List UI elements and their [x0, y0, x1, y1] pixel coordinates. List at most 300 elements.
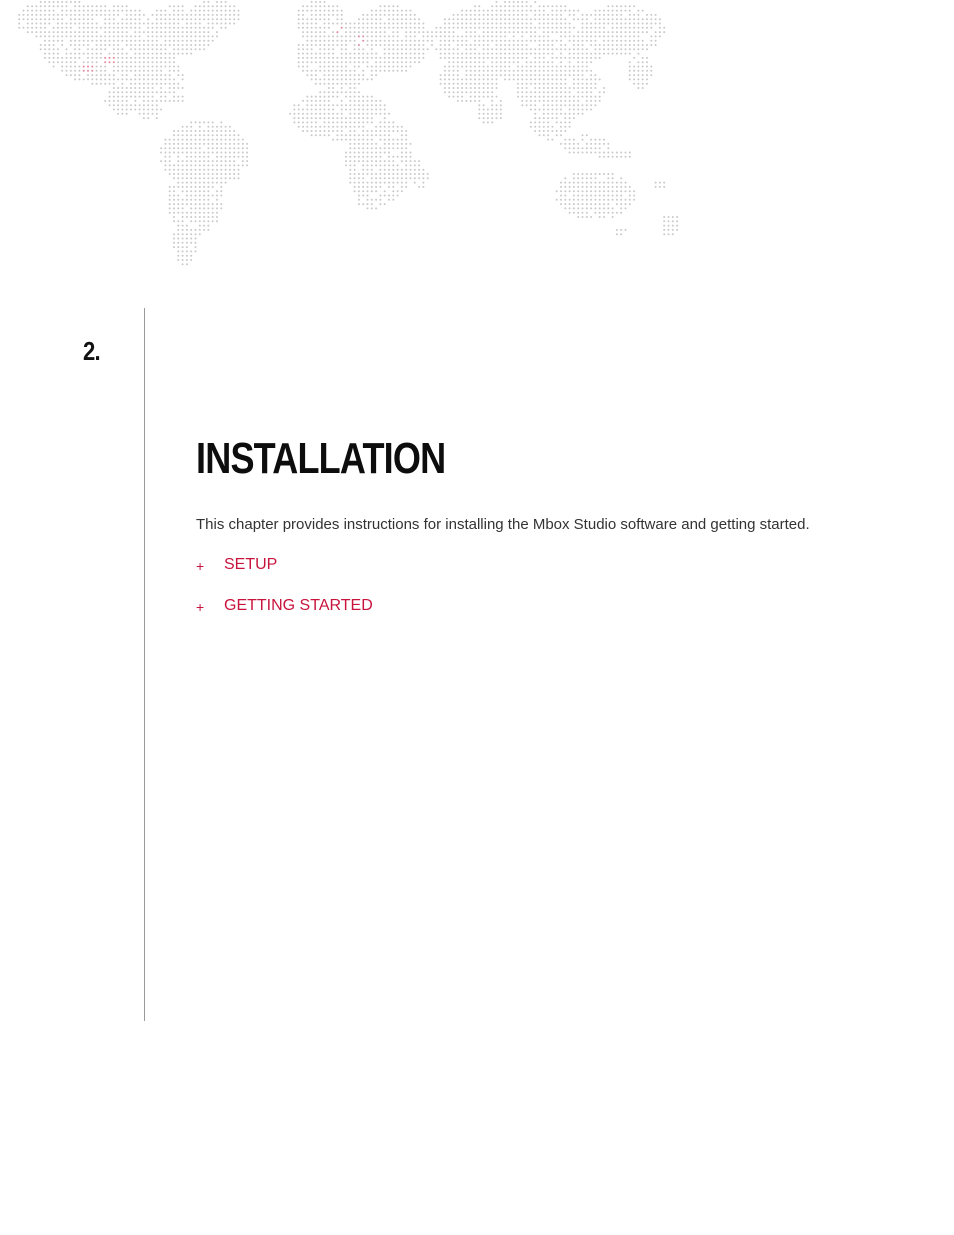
map-dot — [422, 57, 424, 59]
map-dot — [629, 61, 631, 63]
map-dot — [504, 1, 506, 3]
map-dot — [48, 57, 50, 59]
map-dot — [582, 207, 584, 209]
map-dot — [53, 57, 55, 59]
map-dot — [582, 177, 584, 179]
map-dot — [371, 134, 373, 136]
map-dot — [547, 53, 549, 55]
map-dot — [496, 27, 498, 29]
map-dot — [539, 35, 541, 37]
map-dot — [362, 104, 364, 106]
map-dot — [229, 143, 231, 145]
map-dot — [362, 113, 364, 115]
map-dot — [306, 130, 308, 132]
map-dot — [70, 31, 72, 33]
map-dot — [530, 61, 532, 63]
map-dot — [173, 143, 175, 145]
section-link-setup[interactable]: SETUP — [224, 556, 278, 573]
map-dot — [203, 143, 205, 145]
map-dot — [298, 44, 300, 46]
map-dot — [564, 5, 566, 7]
map-dot — [345, 134, 347, 136]
map-dot — [474, 70, 476, 72]
map-dot — [182, 238, 184, 240]
map-dot — [199, 121, 201, 123]
map-dot — [216, 1, 218, 3]
map-dot — [91, 14, 93, 16]
map-dot — [586, 61, 588, 63]
map-dot — [384, 177, 386, 179]
map-dot — [573, 143, 575, 145]
map-dot — [547, 139, 549, 141]
map-dot — [31, 23, 33, 25]
map-dot — [599, 195, 601, 197]
map-dot — [367, 121, 369, 123]
map-dot — [388, 5, 390, 7]
map-dot — [139, 57, 141, 59]
map-dot — [117, 27, 119, 29]
map-dot — [470, 91, 472, 93]
map-dot — [582, 139, 584, 141]
map-dot — [117, 66, 119, 68]
map-dot — [212, 207, 214, 209]
map-dot — [517, 70, 519, 72]
map-dot — [190, 182, 192, 184]
map-dot — [607, 53, 609, 55]
map-dot — [646, 31, 648, 33]
map-dot — [401, 190, 403, 192]
map-dot — [61, 23, 63, 25]
map-dot — [573, 207, 575, 209]
map-dot — [526, 53, 528, 55]
map-dot — [539, 66, 541, 68]
map-dot — [530, 40, 532, 42]
map-dot — [457, 61, 459, 63]
map-dot — [392, 27, 394, 29]
map-dot — [474, 87, 476, 89]
map-dot — [474, 35, 476, 37]
map-dot — [556, 199, 558, 201]
map-dot — [203, 220, 205, 222]
map-dot — [551, 87, 553, 89]
map-dot — [345, 164, 347, 166]
map-dot — [607, 10, 609, 12]
map-dot — [551, 126, 553, 128]
map-dot — [620, 35, 622, 37]
map-dot — [349, 134, 351, 136]
map-dot — [367, 113, 369, 115]
map-dot — [199, 220, 201, 222]
map-dot — [375, 156, 377, 158]
map-dot — [298, 126, 300, 128]
map-dot — [530, 10, 532, 12]
map-dot — [629, 5, 631, 7]
map-dot — [190, 18, 192, 20]
map-dot — [478, 83, 480, 85]
map-dot — [655, 18, 657, 20]
map-dot — [319, 48, 321, 50]
map-dot — [216, 160, 218, 162]
map-dot — [573, 109, 575, 111]
map-dot — [182, 160, 184, 162]
map-dot — [384, 57, 386, 59]
map-dot — [362, 96, 364, 98]
map-dot — [590, 53, 592, 55]
map-dot — [152, 35, 154, 37]
map-dot — [612, 216, 614, 218]
map-dot — [551, 44, 553, 46]
map-dot — [315, 23, 317, 25]
map-dot — [607, 203, 609, 205]
map-dot — [650, 74, 652, 76]
map-dot — [156, 113, 158, 115]
map-dot — [470, 74, 472, 76]
map-dot — [121, 100, 123, 102]
map-dot — [319, 10, 321, 12]
map-dot — [392, 5, 394, 7]
map-dot — [160, 10, 162, 12]
map-dot — [517, 14, 519, 16]
map-dot — [663, 27, 665, 29]
map-dot — [586, 143, 588, 145]
map-dot — [195, 35, 197, 37]
map-dot — [177, 212, 179, 214]
map-dot — [547, 109, 549, 111]
section-link-getting-started[interactable]: GETTING STARTED — [224, 597, 373, 614]
map-dot — [91, 35, 93, 37]
map-dot — [216, 173, 218, 175]
map-dot — [126, 74, 128, 76]
map-dot — [358, 31, 360, 33]
map-dot — [375, 207, 377, 209]
map-dot — [569, 48, 571, 50]
map-dot — [414, 14, 416, 16]
map-dot — [612, 23, 614, 25]
map-dot — [379, 31, 381, 33]
map-dot — [354, 147, 356, 149]
map-dot — [367, 147, 369, 149]
map-dot — [367, 53, 369, 55]
map-dot — [530, 100, 532, 102]
map-dot — [367, 190, 369, 192]
map-dot — [410, 66, 412, 68]
map-dot — [603, 35, 605, 37]
map-dot — [586, 212, 588, 214]
map-dot — [182, 182, 184, 184]
map-dot — [526, 96, 528, 98]
map-dot — [371, 169, 373, 171]
map-dot — [461, 100, 463, 102]
map-dot — [44, 14, 46, 16]
map-dot — [104, 31, 106, 33]
map-dot — [220, 160, 222, 162]
map-dot — [564, 139, 566, 141]
map-dot — [203, 164, 205, 166]
map-dot — [349, 173, 351, 175]
map-dot — [207, 164, 209, 166]
map-dot — [169, 40, 171, 42]
map-dot — [160, 78, 162, 80]
map-dot — [169, 14, 171, 16]
map-dot — [517, 31, 519, 33]
map-dot — [177, 44, 179, 46]
map-dot — [534, 14, 536, 16]
map-dot — [582, 74, 584, 76]
map-dot — [332, 113, 334, 115]
map-dot — [160, 83, 162, 85]
map-dot — [513, 78, 515, 80]
map-dot — [319, 61, 321, 63]
map-dot — [242, 160, 244, 162]
map-dot — [212, 220, 214, 222]
map-dot — [229, 173, 231, 175]
map-dot — [448, 44, 450, 46]
map-dot — [440, 27, 442, 29]
map-dot — [66, 23, 68, 25]
map-dot — [444, 57, 446, 59]
map-dot — [70, 18, 72, 20]
map-dot — [302, 14, 304, 16]
map-dot — [517, 5, 519, 7]
map-dot — [556, 83, 558, 85]
map-dot — [556, 48, 558, 50]
map-dot — [173, 220, 175, 222]
map-dot — [332, 74, 334, 76]
map-dot — [625, 40, 627, 42]
map-dot — [397, 147, 399, 149]
map-dot — [190, 27, 192, 29]
map-dot — [414, 31, 416, 33]
map-dot — [440, 40, 442, 42]
map-dot — [564, 18, 566, 20]
map-dot — [143, 109, 145, 111]
map-dot — [569, 10, 571, 12]
map-dot — [134, 87, 136, 89]
map-dot — [48, 48, 50, 50]
map-dot — [199, 31, 201, 33]
map-dot — [405, 143, 407, 145]
map-dot — [367, 27, 369, 29]
map-dot — [298, 27, 300, 29]
map-dot — [444, 48, 446, 50]
map-dot — [388, 164, 390, 166]
map-dot — [620, 233, 622, 235]
map-dot — [152, 113, 154, 115]
map-dot — [659, 27, 661, 29]
map-dot — [147, 83, 149, 85]
map-dot — [345, 35, 347, 37]
map-dot — [233, 10, 235, 12]
map-dot — [332, 5, 334, 7]
map-dot — [130, 18, 132, 20]
map-dot — [427, 31, 429, 33]
map-dot — [336, 126, 338, 128]
map-dot — [354, 164, 356, 166]
map-dot — [298, 104, 300, 106]
map-dot — [87, 5, 89, 7]
map-dot — [40, 1, 42, 3]
map-dot — [182, 40, 184, 42]
map-dot — [367, 156, 369, 158]
map-dot — [186, 212, 188, 214]
map-dot — [569, 121, 571, 123]
map-dot — [311, 121, 313, 123]
map-dot — [616, 212, 618, 214]
map-dot — [195, 156, 197, 158]
map-dot — [78, 1, 80, 3]
map-dot — [332, 87, 334, 89]
map-dot — [199, 229, 201, 231]
map-dot — [401, 14, 403, 16]
map-dot — [504, 70, 506, 72]
map-dot — [354, 113, 356, 115]
map-dot — [354, 152, 356, 154]
map-dot — [586, 66, 588, 68]
map-dot — [453, 83, 455, 85]
map-dot — [328, 14, 330, 16]
map-dot — [401, 169, 403, 171]
map-dot — [160, 18, 162, 20]
map-dot — [465, 70, 467, 72]
map-dot — [504, 44, 506, 46]
map-dot — [384, 66, 386, 68]
map-dot — [530, 5, 532, 7]
map-dot — [169, 164, 171, 166]
map-dot — [216, 18, 218, 20]
map-dot — [315, 40, 317, 42]
map-dot — [478, 104, 480, 106]
map-dot — [233, 139, 235, 141]
map-dot — [582, 70, 584, 72]
map-dot — [371, 199, 373, 201]
map-dot — [358, 186, 360, 188]
map-dot — [594, 186, 596, 188]
map-dot — [186, 164, 188, 166]
map-dot — [87, 40, 89, 42]
map-dot — [229, 164, 231, 166]
map-dot — [392, 186, 394, 188]
map-dot — [560, 18, 562, 20]
map-dot — [491, 18, 493, 20]
map-dot — [173, 27, 175, 29]
map-dot — [319, 18, 321, 20]
map-dot — [543, 70, 545, 72]
map-dot — [345, 66, 347, 68]
map-dot — [238, 10, 240, 12]
map-dot — [315, 10, 317, 12]
map-dot — [139, 109, 141, 111]
map-dot — [87, 78, 89, 80]
map-dot — [487, 113, 489, 115]
map-dot — [543, 113, 545, 115]
map-dot — [663, 186, 665, 188]
map-dot — [40, 44, 42, 46]
map-dot — [96, 35, 98, 37]
map-dot — [341, 18, 343, 20]
map-dot — [508, 74, 510, 76]
map-dot — [491, 109, 493, 111]
map-dot — [216, 164, 218, 166]
map-dot — [371, 18, 373, 20]
map-dot — [625, 35, 627, 37]
map-dot — [612, 53, 614, 55]
map-dot — [375, 147, 377, 149]
map-dot — [521, 57, 523, 59]
map-dot — [586, 83, 588, 85]
map-dot — [577, 104, 579, 106]
map-dot — [233, 164, 235, 166]
map-dot — [564, 70, 566, 72]
map-dot — [663, 31, 665, 33]
map-dot — [586, 48, 588, 50]
map-dot — [362, 139, 364, 141]
map-dot — [216, 199, 218, 201]
map-dot — [556, 57, 558, 59]
map-dot — [173, 147, 175, 149]
map-dot — [392, 66, 394, 68]
map-dot — [478, 109, 480, 111]
map-dot — [207, 169, 209, 171]
map-dot — [182, 27, 184, 29]
map-dot — [633, 14, 635, 16]
map-dot — [358, 143, 360, 145]
map-dot — [384, 139, 386, 141]
map-dot — [126, 53, 128, 55]
map-dot — [422, 186, 424, 188]
map-dot — [543, 14, 545, 16]
map-dot — [577, 207, 579, 209]
map-dot — [367, 44, 369, 46]
map-dot — [543, 100, 545, 102]
map-dot — [358, 117, 360, 119]
map-dot — [113, 74, 115, 76]
map-dot — [324, 78, 326, 80]
map-dot — [569, 61, 571, 63]
map-dot — [186, 242, 188, 244]
map-dot — [663, 229, 665, 231]
map-dot — [435, 48, 437, 50]
map-dot — [384, 48, 386, 50]
map-dot — [177, 143, 179, 145]
map-dot — [91, 83, 93, 85]
map-dot — [465, 18, 467, 20]
map-dot — [87, 18, 89, 20]
map-dot — [362, 152, 364, 154]
map-dot — [182, 143, 184, 145]
map-dot — [573, 14, 575, 16]
map-dot — [328, 44, 330, 46]
map-dot — [349, 53, 351, 55]
map-dot — [319, 14, 321, 16]
map-dot — [207, 182, 209, 184]
map-dot — [117, 10, 119, 12]
map-dot — [298, 109, 300, 111]
map-dot — [457, 14, 459, 16]
map-dot — [100, 83, 102, 85]
map-dot — [31, 27, 33, 29]
map-dot — [345, 40, 347, 42]
map-dot — [212, 177, 214, 179]
map-dot — [401, 147, 403, 149]
map-dot — [199, 134, 201, 136]
map-dot — [397, 35, 399, 37]
map-dot — [186, 126, 188, 128]
map-dot — [508, 53, 510, 55]
map-dot — [160, 147, 162, 149]
map-dot — [354, 169, 356, 171]
map-dot — [379, 10, 381, 12]
map-dot — [487, 53, 489, 55]
